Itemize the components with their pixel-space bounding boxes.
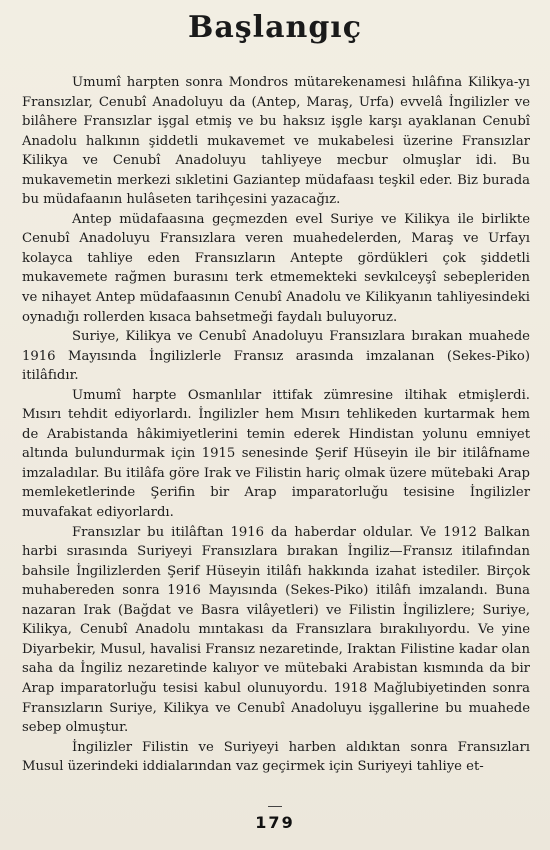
page-number: 179 bbox=[255, 813, 295, 832]
paragraph: Umumî harpte Osmanlılar ittifak zümresine iltihak etmişlerdi. Mısırı tehdit ediyorlardı. İngilizler hem Mısırı tehlikeden kurtarmak hem de Arabistanda hâkimiyetlerini temin ederek Hindistan yolunu emniyet altında bulundurmak için 1915 senesinde Şerif Hüseyin ile bir itilâfname imzaladılar. Bu itilâfa göre Irak ve Filistin hariç olmak üzere mütebaki Arap memleketlerinde Şerifin bir Arap imparatorluğu tesisine İngilizler muvafakat ediyorlardı. bbox=[22, 387, 530, 521]
paragraph: Fransızlar bu itilâftan 1916 da haberdar oldular. Ve 1912 Balkan harbi sırasında Suriyeyi Fransızlara bırakan İngiliz—Fransız itilafından bahsile İngilizlerden Şerif Hüseyin itilâfı hakkında izahat istediler. Birçok muhabereden sonra 1916 Mayısında (Sekes-Piko) itilâfı imzalandı. Buna nazaran Irak (Bağdat ve Basra vilâyetleri) ve Filistin İngilizlere; Suriye, Kilikya, Cenubî Anadolu mıntakası da Fransızlara bırakılıyordu. Ve yine Diyarbekir, Musul, havalisi Fransız nezaretinde, Iraktan Filistine kadar olan saha da İngiliz nezaretinde kalıyor ve mütebaki Arabistan kısmında da bir Arap imparatorluğu tesisi kabul olunuyordu. 1918 Mağlubiyetinden sonra Fransızların Suriye, Kilikya ve Cenubî Anadoluyu işgallerine bu muahede sebep olmuştur. bbox=[22, 524, 530, 736]
paragraph: İngilizler Filistin ve Suriyeyi harben aldıktan sonra Fransızları Musul üzerindeki iddialarından vaz geçirmek için Suriyeyi tahliye et- bbox=[22, 739, 530, 775]
paragraph: Suriye, Kilikya ve Cenubî Anadoluyu Fransızlara bırakan muahede 1916 Mayısında İngilizlerle Fransız arasında imzalanan (Sekes-Piko) itilâfıdır. bbox=[22, 329, 530, 384]
paragraph: Umumî harpten sonra Mondros mütarekenamesi hılâfına Kilikya-yı Fransızlar, Cenubî Anadoluyu da (Antep, Maraş, Urfa) evvelâ İngilizler ve bilâhere Fransızlar işgal etmiş ve bu haksız işgle karşı ayaklanan Cenubî Anadolu halkının şiddetli mukavemet ve mukabelesi üzerine Fransızlar Kilikya ve Cenubî Anadoluyu tahliyeye mecbur olmuşlar idi. Bu mukavemetin merkezi sıkletini Gaziantep müdafaası teşkil eder. Biz burada bu müdafaanın hulâseten tarihçesini yazacağız. bbox=[22, 75, 530, 208]
footer-divider bbox=[268, 806, 282, 807]
chapter-title: Başlangıç bbox=[188, 10, 362, 45]
body-text bbox=[22, 73, 530, 777]
paragraph: Antep müdafaasına geçmezden evel Suriye ve Kilikya ile birlikte Cenubî Anadoluyu Fransızlara veren muahedelerden, Maraş ve Urfayı kolayca tahliye eden Fransızların Antepte gördükleri çok şiddetli mukavemete rağmen burasını terk etmemekteki sevkılceyşî sebepleriden ve nihayet Antep müdafaasının Cenubî Anadolu ve Kilikyanın tahliyesindeki oynadığı rollerden kısaca bahsetmeği faydalı buluyoruz. bbox=[22, 211, 530, 325]
